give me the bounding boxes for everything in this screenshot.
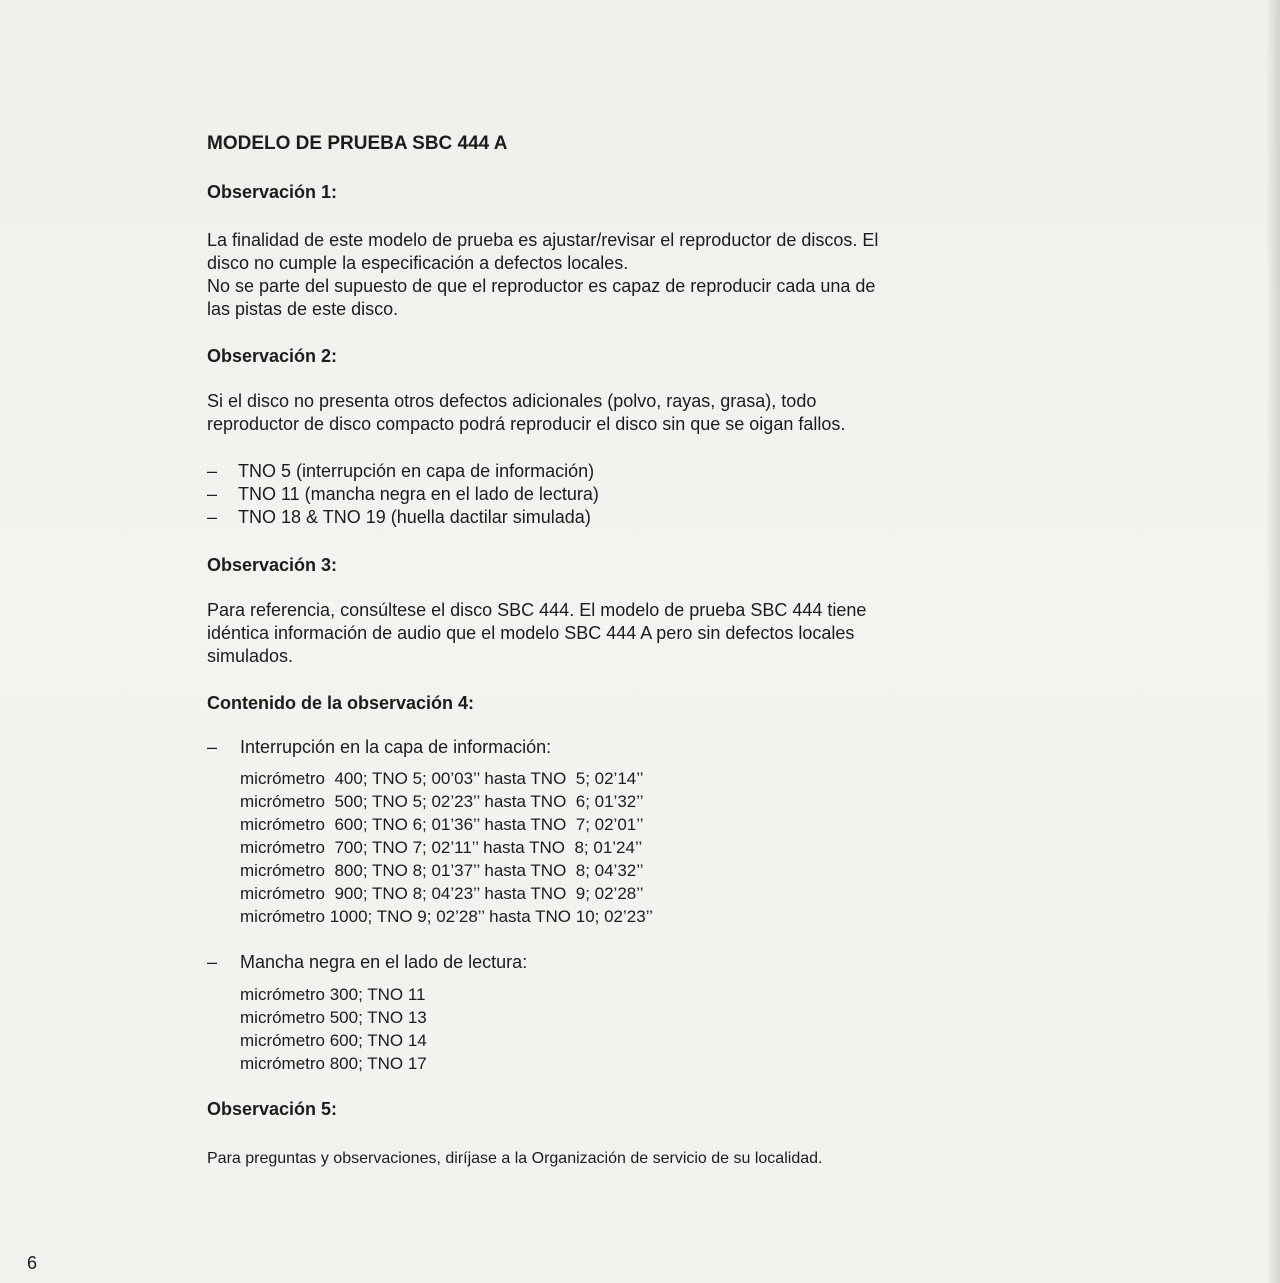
page-number: 6 [27,1253,38,1273]
list-item: – TNO 18 & TNO 19 (huella dactilar simulada) [207,506,1067,529]
obs3-paragraph [207,599,1067,668]
obs5-heading: Observación 5: [207,1099,338,1119]
list-item: micrómetro 500; TNO 5; 02’23’’ hasta TNO 6; 01’32’’ [240,792,644,811]
obs1-line: disco no cumple la especificación a defectos locales. [207,253,629,273]
page-edge-shadow [1266,0,1280,1283]
obs2-list [207,460,1067,529]
obs5-text: Para preguntas y observaciones, diríjase a la Organización de servicio de su localidad. [207,1150,823,1167]
list-item: – TNO 5 (interrupción en capa de información) [207,460,1067,483]
interruption-heading: – Interrupción en la capa de información: [207,736,1067,759]
page-title: MODELO DE PRUEBA SBC 444 A [207,133,508,154]
list-item: – TNO 11 (mancha negra en el lado de lectura) [207,483,1067,506]
obs1-line: No se parte del supuesto de que el reproductor es capaz de reproducir cada una de [207,276,876,296]
obs1-line: La finalidad de este modelo de prueba es ajustar/revisar el reproductor de discos. El [207,230,879,250]
list-item: micrómetro 500; TNO 13 [240,1008,427,1027]
interruption-list [207,767,1067,928]
obs2-line: Si el disco no presenta otros defectos adicionales (polvo, rayas, grasa), todo [207,391,817,411]
stain-list [207,983,1067,1075]
obs3-line: simulados. [207,646,294,666]
stain-heading: – Mancha negra en el lado de lectura: [207,951,1067,974]
list-item: micrómetro 700; TNO 7; 02’11’’ hasta TNO 8; 01’24’’ [240,838,643,857]
obs3-line: Para referencia, consúltese el disco SBC 444. El modelo de prueba SBC 444 tiene [207,600,867,620]
obs4-heading: Contenido de la observación 4: [207,693,475,713]
obs2-heading: Observación 2: [207,346,338,366]
list-item: micrómetro 800; TNO 17 [240,1054,427,1073]
list-item: micrómetro 400; TNO 5; 00’03’’ hasta TNO 5; 02’14’’ [240,769,644,788]
list-item: micrómetro 600; TNO 14 [240,1031,427,1050]
list-item: micrómetro 1000; TNO 9; 02’28’’ hasta TNO 10; 02’23’’ [240,907,653,926]
obs2-line: reproductor de disco compacto podrá reproducir el disco sin que se oigan fallos. [207,414,846,434]
obs1-heading: Observación 1: [207,182,338,202]
obs3-line: idéntica información de audio que el modelo SBC 444 A pero sin defectos locales [207,623,855,643]
obs2-paragraph [207,390,1067,436]
list-item: micrómetro 600; TNO 6; 01’36’’ hasta TNO 7; 02’01’’ [240,815,644,834]
obs1-paragraph [207,229,1067,321]
list-item: micrómetro 300; TNO 11 [240,985,426,1004]
obs1-line: las pistas de este disco. [207,299,399,319]
main-content [207,130,1067,1170]
list-item: micrómetro 900; TNO 8; 04’23’’ hasta TNO 9; 02’28’’ [240,884,644,903]
obs3-heading: Observación 3: [207,555,338,575]
list-item: micrómetro 800; TNO 8; 01’37’’ hasta TNO 8; 04’32’’ [240,861,644,880]
